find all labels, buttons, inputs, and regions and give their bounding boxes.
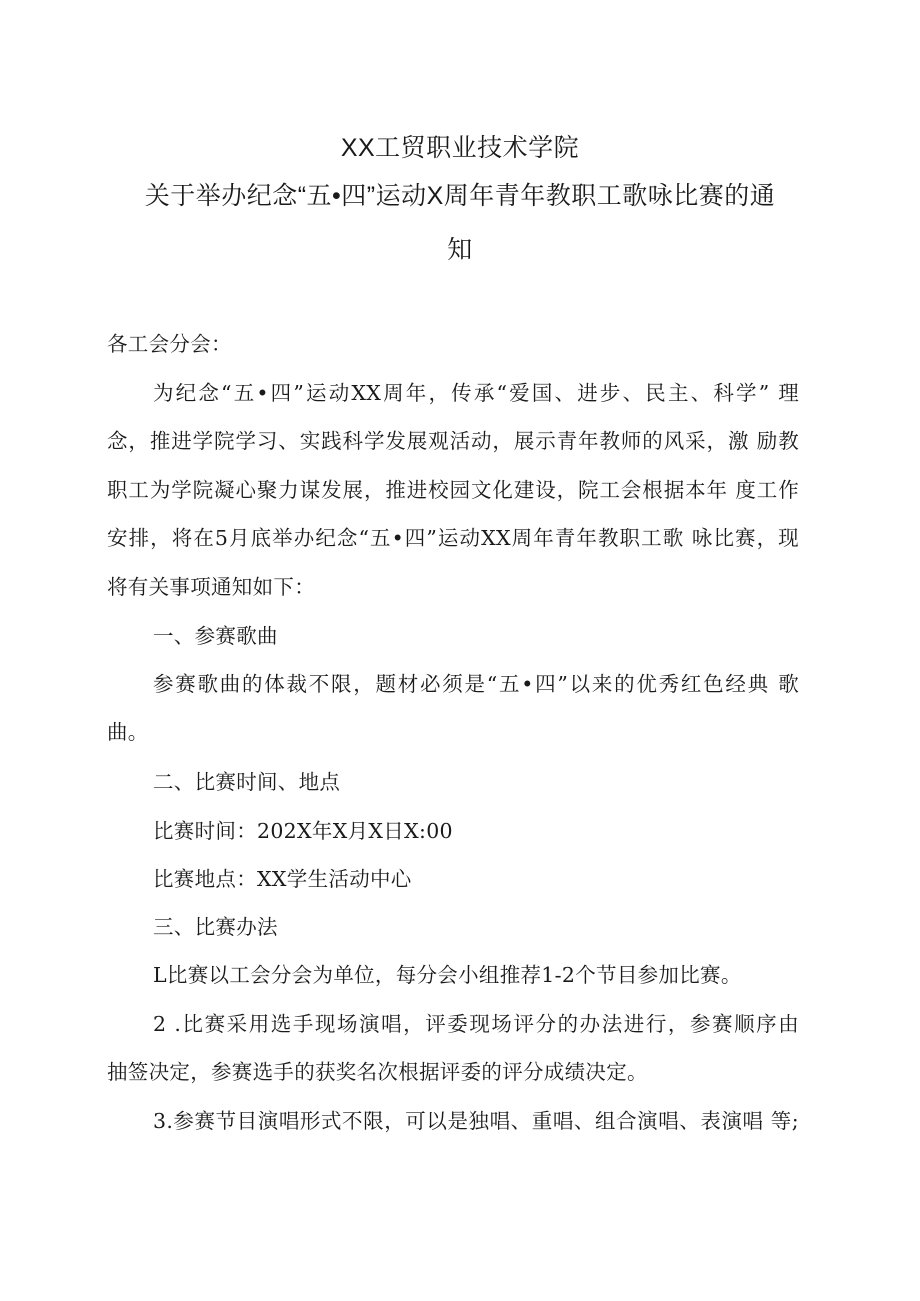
intro-line-3: 职工为学院凝心聚力谋发展，推进校园文化建设，院工会根据本年 度工作 bbox=[107, 478, 799, 502]
rule-1: L比赛以工会分会为单位，每分会小组推荐1-2个节目参加比赛。 bbox=[153, 963, 742, 987]
notice-title-line-2: 知 bbox=[447, 236, 473, 264]
intro-line-5: 将有关事项通知如下： bbox=[107, 575, 315, 599]
rule-3: 3.参赛节目演唱形式不限，可以是独唱、重唱、组合演唱、表演唱 等; bbox=[153, 1109, 799, 1133]
intro-line-1: 为纪念“五•四”运动XX周年，传承“爱国、进步、民主、科学” 理 bbox=[153, 381, 799, 405]
songs-line-1: 参赛歌曲的体裁不限，题材必须是“五•四”以来的优秀红色经典 歌 bbox=[153, 672, 799, 696]
salutation: 各工会分会： bbox=[107, 332, 232, 356]
rule-2-line-1: 2 .比赛采用选手现场演唱，评委现场评分的办法进行，参赛顺序由 bbox=[153, 1012, 799, 1036]
section-heading-songs: 一、参赛歌曲 bbox=[153, 624, 278, 648]
school-name: XX工贸职业技术学院 bbox=[340, 134, 580, 162]
notice-title-line-1: 关于举办纪念“五•四”运动X周年青年教职工歌咏比赛的通 bbox=[144, 182, 776, 210]
section-heading-rules: 三、比赛办法 bbox=[153, 915, 278, 939]
intro-line-2: 念，推进学院学习、实践科学发展观活动，展示青年教师的风采，激 励教 bbox=[107, 429, 799, 453]
songs-line-2: 曲。 bbox=[107, 720, 149, 744]
rule-2-line-2: 抽签决定，参赛选手的获奖名次根据评委的评分成绩决定。 bbox=[107, 1060, 648, 1084]
section-heading-time-place: 二、比赛时间、地点 bbox=[153, 770, 341, 794]
intro-line-4: 安排，将在5月底举办纪念“五•四”运动XX周年青年教职工歌 咏比赛，现 bbox=[107, 526, 799, 550]
competition-place: 比赛地点：XX学生活动中心 bbox=[153, 867, 412, 891]
competition-time: 比赛时间：202X年X月X日X:00 bbox=[153, 819, 453, 843]
